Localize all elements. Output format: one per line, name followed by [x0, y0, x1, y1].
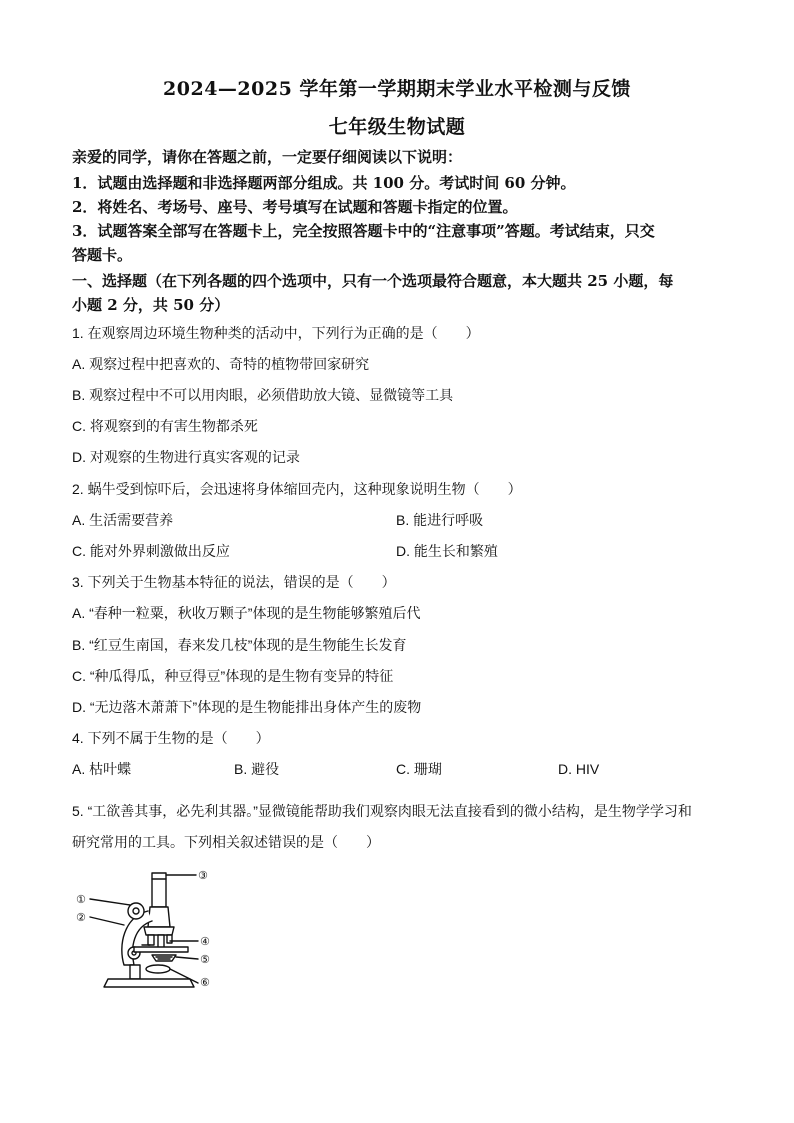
microscope-figure: [72, 865, 222, 997]
question-5-stem-cont: 研究常用的工具。下列相关叙述错误的是（ ）: [72, 834, 380, 850]
question-2-option-b: B. 能进行呼吸: [396, 512, 484, 528]
question-4-option-d: D. HIV: [558, 761, 600, 777]
question-3-option-d: D. “无边落木萧萧下”体现的是生物能排出身体产生的废物: [72, 699, 422, 715]
question-3-option-b: B. “红豆生南国，春来发几枝”体现的是生物能生长发育: [72, 637, 407, 653]
question-3-option-c: C. “种瓜得瓜，种豆得豆”体现的是生物有变异的特征: [72, 668, 394, 684]
figure-label-2: ②: [76, 911, 86, 924]
question-3-stem: 3. 下列关于生物基本特征的说法，错误的是（ ）: [72, 574, 396, 590]
question-4-stem: 4. 下列不属于生物的是（ ）: [72, 730, 270, 746]
question-3-option-a: A. “春种一粒粟，秋收万颗子”体现的是生物能够繁殖后代: [72, 605, 421, 621]
question-2-option-a: A. 生活需要营养: [72, 512, 174, 528]
question-1-option-c: C. 将观察到的有害生物都杀死: [72, 418, 258, 434]
exam-subtitle: 七年级生物试题: [328, 116, 466, 138]
question-1-option-b: B. 观察过程中不可以用肉眼，必须借助放大镜、显微镜等工具: [72, 387, 454, 403]
figure-label-1: ①: [76, 893, 86, 906]
figure-label-3: ③: [198, 869, 208, 882]
question-1-option-d: D. 对观察的生物进行真实客观的记录: [72, 449, 300, 465]
question-2-stem: 2. 蜗牛受到惊吓后，会迅速将身体缩回壳内，这种现象说明生物（ ）: [72, 481, 522, 497]
question-1-option-a: A. 观察过程中把喜欢的、奇特的植物带回家研究: [72, 356, 370, 372]
question-1-stem: 1. 在观察周边环境生物种类的活动中，下列行为正确的是（ ）: [72, 325, 480, 341]
question-2-option-c: C. 能对外界刺激做出反应: [72, 543, 230, 559]
question-4-option-a: A. 枯叶蝶: [72, 761, 132, 777]
instruction-item-2: 2．将姓名、考场号、座号、考号填写在试题和答题卡指定的位置。: [72, 198, 518, 216]
instruction-item-3: 3．试题答案全部写在答题卡上，完全按照答题卡中的“注意事项”答题。考试结束，只交: [72, 222, 655, 240]
section-heading-cont: 小题 2 分，共 50 分）: [72, 296, 230, 314]
figure-label-4: ④: [200, 935, 210, 948]
microscope-drawing: [90, 873, 198, 987]
section-heading: 一、选择题（在下列各题的四个选项中，只有一个选项最符合题意，本大题共 25 小题，每: [72, 272, 674, 290]
instruction-item-3-cont: 答题卡。: [72, 246, 133, 264]
figure-label-6: ⑥: [200, 976, 210, 989]
instruction-item-1: 1．试题由选择题和非选择题两部分组成。共 100 分。考试时间 60 分钟。: [72, 174, 576, 192]
exam-title: 2024—2025 学年第一学期期末学业水平检测与反馈: [163, 78, 631, 100]
question-4-option-c: C. 珊瑚: [396, 761, 442, 777]
instructions-intro: 亲爱的同学，请你在答题之前，一定要仔细阅读以下说明：: [72, 148, 463, 166]
figure-label-5: ⑤: [200, 953, 210, 966]
question-4-option-b: B. 避役: [234, 761, 280, 777]
question-5-stem: 5. “工欲善其事，必先利其器。”显微镜能帮助我们观察肉眼无法直接看到的微小结构，是生物学学习和: [72, 803, 692, 819]
question-2-option-d: D. 能生长和繁殖: [396, 543, 498, 559]
